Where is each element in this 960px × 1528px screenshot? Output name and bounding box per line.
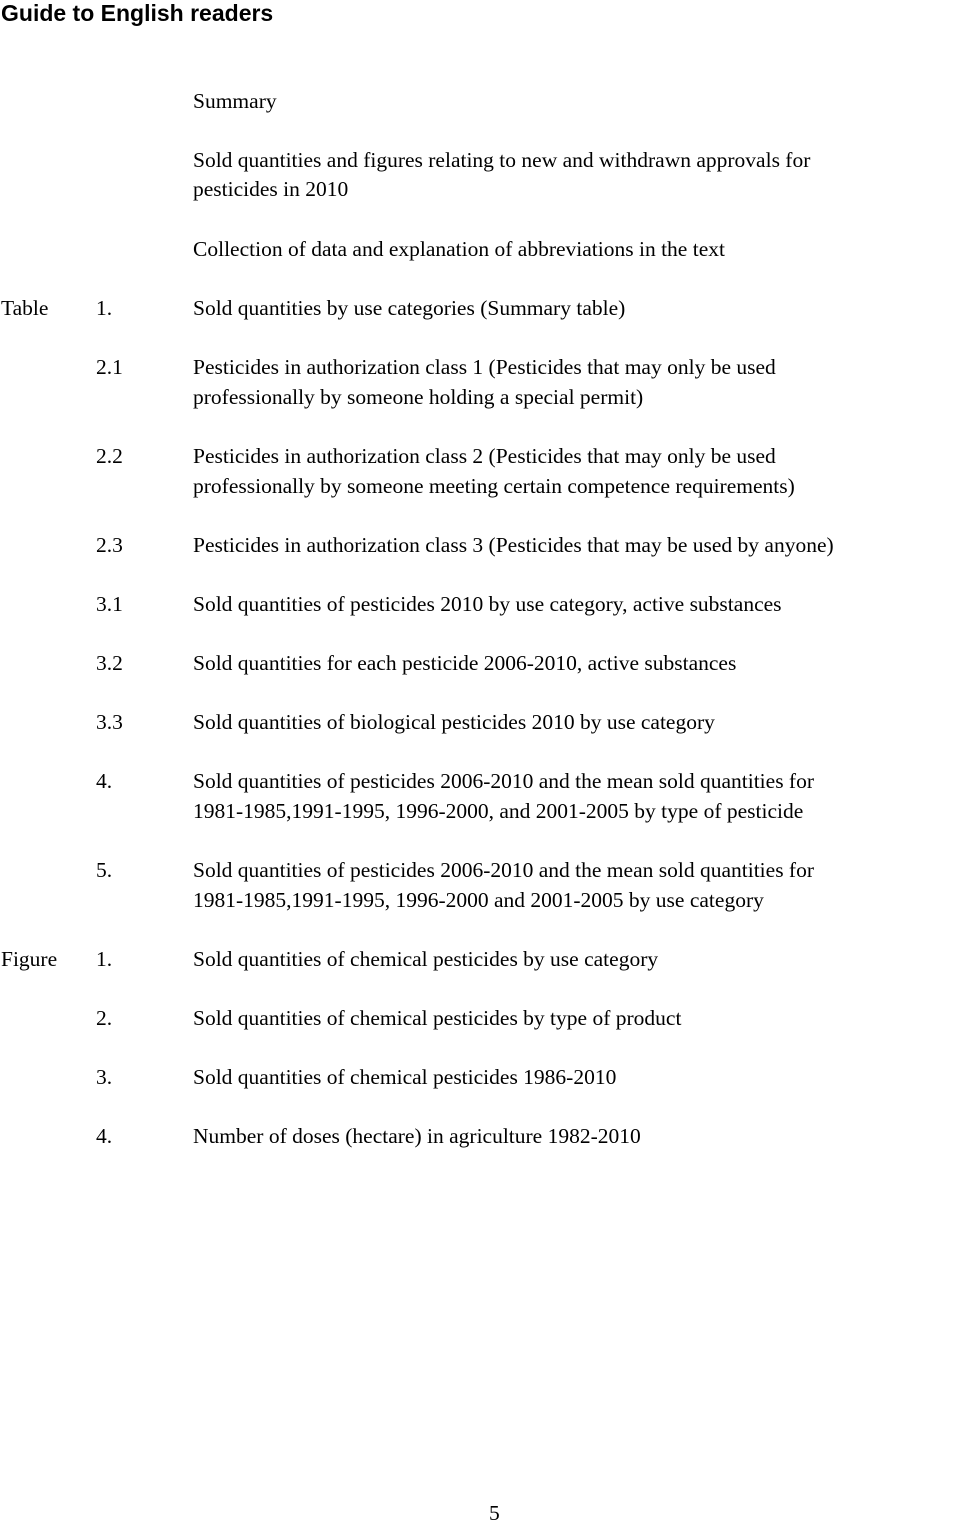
page-title: Guide to English readers [1, 0, 274, 26]
figure-item-number: 2. [96, 1006, 113, 1030]
table-item-title: Pesticides in authorization class 2 (Pesticides that may only be used [193, 444, 776, 468]
table-item-number: 2.2 [96, 444, 123, 468]
figure-item-title: Sold quantities of chemical pesticides by type of product [193, 1006, 682, 1030]
table-item-number: 5. [96, 858, 113, 882]
table-item-title: Pesticides in authorization class 3 (Pesticides that may be used by anyone) [193, 533, 834, 557]
table-item-number: 3.1 [96, 592, 123, 616]
sold-quantities-heading-line-1: Sold quantities and figures relating to new and withdrawn approvals for [193, 148, 811, 172]
table-item-title: 1981-1985,1991-1995, 1996-2000 and 2001-2005 by use category [193, 888, 764, 912]
summary-heading: Summary [193, 89, 277, 113]
table-item-number: 3.2 [96, 651, 123, 675]
figure-item-number: 1. [96, 947, 113, 971]
table-item-title: Sold quantities of biological pesticides 2010 by use category [193, 710, 715, 734]
table-item-title: 1981-1985,1991-1995, 1996-2000, and 2001-2005 by type of pesticide [193, 799, 804, 823]
collection-heading: Collection of data and explanation of abbreviations in the text [193, 237, 725, 261]
figure-section-label: Figure [1, 947, 58, 971]
table-section-label: Table [1, 296, 49, 320]
table-item-number: 1. [96, 296, 113, 320]
figure-item-number: 3. [96, 1065, 113, 1089]
table-item-title: Pesticides in authorization class 1 (Pesticides that may only be used [193, 355, 776, 379]
table-item-number: 2.3 [96, 533, 123, 557]
table-item-title: Sold quantities of pesticides 2006-2010 and the mean sold quantities for [193, 858, 815, 882]
table-item-title: Sold quantities for each pesticide 2006-2010, active substances [193, 651, 737, 675]
table-item-title: professionally by someone meeting certain competence requirements) [193, 474, 795, 498]
page-number: 5 [489, 1501, 500, 1525]
sold-quantities-heading-line-2: pesticides in 2010 [193, 177, 349, 201]
figure-item-title: Number of doses (hectare) in agriculture 1982-2010 [193, 1124, 641, 1148]
table-item-title: professionally by someone holding a special permit) [193, 385, 644, 409]
table-item-number: 2.1 [96, 355, 123, 379]
table-item-number: 3.3 [96, 710, 123, 734]
figure-item-title: Sold quantities of chemical pesticides by use category [193, 947, 659, 971]
figure-item-title: Sold quantities of chemical pesticides 1986-2010 [193, 1065, 617, 1089]
table-item-title: Sold quantities of pesticides 2006-2010 and the mean sold quantities for [193, 769, 815, 793]
table-item-title: Sold quantities of pesticides 2010 by use category, active substances [193, 592, 782, 616]
figure-item-number: 4. [96, 1124, 113, 1148]
table-item-number: 4. [96, 769, 113, 793]
table-item-title: Sold quantities by use categories (Summary table) [193, 296, 626, 320]
